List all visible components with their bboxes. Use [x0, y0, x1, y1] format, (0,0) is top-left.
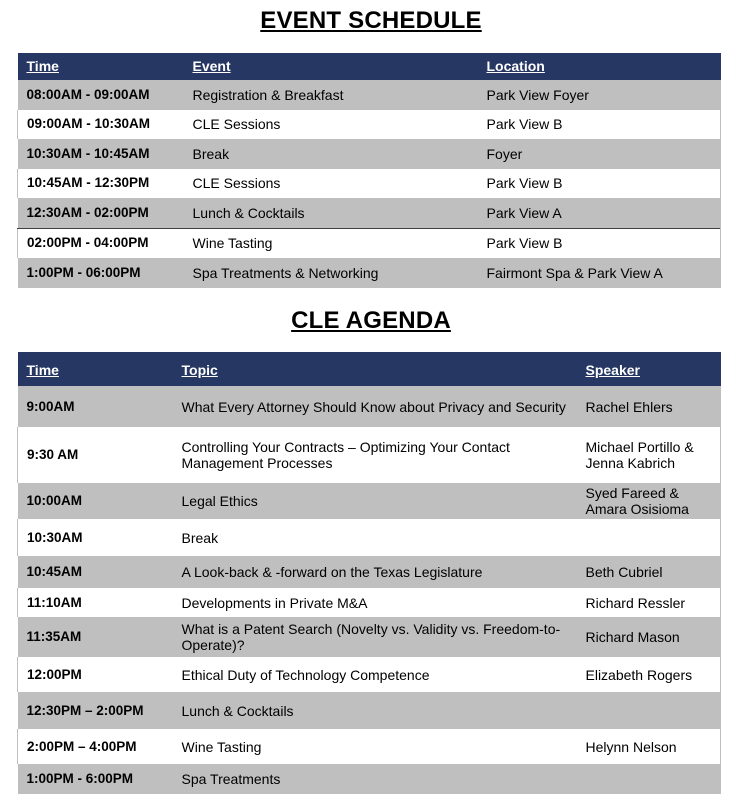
header-time: Time — [18, 352, 173, 386]
time-cell: 09:00AM - 10:30AM — [18, 110, 184, 140]
event-cell: CLE Sessions — [184, 169, 478, 199]
table-row — [18, 386, 721, 427]
topic-cell: Developments in Private M&A — [173, 588, 578, 617]
table-row — [18, 80, 721, 110]
time-cell: 10:45AM — [18, 556, 173, 588]
speaker-cell: Michael Portillo & Jenna Kabrich — [578, 427, 721, 483]
table-row — [18, 556, 721, 588]
event-cell: Wine Tasting — [184, 228, 478, 258]
table-row — [18, 169, 721, 199]
time-cell: 2:00PM – 4:00PM — [18, 729, 173, 764]
speaker-cell: Richard Mason — [578, 617, 721, 657]
table-header-row — [18, 53, 721, 80]
cle-agenda-title: CLE AGENDA — [291, 307, 451, 334]
topic-cell: Controlling Your Contracts – Optimizing Your Contact Management Processes — [173, 427, 578, 483]
speaker-cell: Elizabeth Rogers — [578, 657, 721, 692]
location-cell: Park View Foyer — [478, 80, 721, 110]
location-cell: Foyer — [478, 139, 721, 169]
time-cell: 11:10AM — [18, 588, 173, 617]
topic-cell: Break — [173, 519, 578, 556]
location-cell: Park View B — [478, 110, 721, 140]
table-row — [18, 198, 721, 228]
location-cell: Park View B — [478, 228, 721, 258]
time-cell: 11:35AM — [18, 617, 173, 657]
speaker-cell: Helynn Nelson — [578, 729, 721, 764]
header-time: Time — [18, 53, 184, 80]
topic-cell: Ethical Duty of Technology Competence — [173, 657, 578, 692]
event-schedule-table — [17, 53, 721, 288]
time-cell: 9:00AM — [18, 386, 173, 427]
table-row — [18, 110, 721, 140]
header-location: Location — [478, 53, 721, 80]
event-cell: Break — [184, 139, 478, 169]
location-cell: Park View B — [478, 169, 721, 199]
table-row — [18, 228, 721, 258]
event-cell: Lunch & Cocktails — [184, 198, 478, 228]
topic-cell: Lunch & Cocktails — [173, 692, 578, 729]
table-header-row — [18, 352, 721, 386]
topic-cell: Wine Tasting — [173, 729, 578, 764]
location-cell: Fairmont Spa & Park View A — [478, 258, 721, 288]
topic-cell: What Every Attorney Should Know about Privacy and Security — [173, 386, 578, 427]
time-cell: 12:30PM – 2:00PM — [18, 692, 173, 729]
speaker-cell: Rachel Ehlers — [578, 386, 721, 427]
table-row — [18, 657, 721, 692]
speaker-cell: Syed Fareed & Amara Osisioma — [578, 483, 721, 519]
header-speaker: Speaker — [578, 352, 721, 386]
header-topic: Topic — [173, 352, 578, 386]
time-cell: 9:30 AM — [18, 427, 173, 483]
speaker-cell — [578, 764, 721, 794]
time-cell: 12:00PM — [18, 657, 173, 692]
topic-cell: What is a Patent Search (Novelty vs. Validity vs. Freedom-to-Operate)? — [173, 617, 578, 657]
event-cell: CLE Sessions — [184, 110, 478, 140]
time-cell: 10:30AM — [18, 519, 173, 556]
speaker-cell — [578, 692, 721, 729]
time-cell: 02:00PM - 04:00PM — [18, 228, 184, 258]
speaker-cell — [578, 519, 721, 556]
table-row — [18, 729, 721, 764]
time-cell: 10:00AM — [18, 483, 173, 519]
cle-agenda-table — [17, 352, 721, 794]
header-event: Event — [184, 53, 478, 80]
table-row — [18, 764, 721, 794]
location-cell: Park View A — [478, 198, 721, 228]
time-cell: 1:00PM - 06:00PM — [18, 258, 184, 288]
time-cell: 1:00PM - 6:00PM — [18, 764, 173, 794]
table-row — [18, 139, 721, 169]
speaker-cell: Richard Ressler — [578, 588, 721, 617]
table-row — [18, 483, 721, 519]
event-cell: Registration & Breakfast — [184, 80, 478, 110]
time-cell: 08:00AM - 09:00AM — [18, 80, 184, 110]
table-row — [18, 617, 721, 657]
time-cell: 12:30AM - 02:00PM — [18, 198, 184, 228]
event-cell: Spa Treatments & Networking — [184, 258, 478, 288]
topic-cell: Spa Treatments — [173, 764, 578, 794]
table-row — [18, 258, 721, 288]
topic-cell: Legal Ethics — [173, 483, 578, 519]
time-cell: 10:45AM - 12:30PM — [18, 169, 184, 199]
table-row — [18, 427, 721, 483]
table-row — [18, 692, 721, 729]
time-cell: 10:30AM - 10:45AM — [18, 139, 184, 169]
topic-cell: A Look-back & -forward on the Texas Legislature — [173, 556, 578, 588]
speaker-cell: Beth Cubriel — [578, 556, 721, 588]
event-schedule-title: EVENT SCHEDULE — [260, 7, 482, 34]
table-row — [18, 519, 721, 556]
table-row — [18, 588, 721, 617]
